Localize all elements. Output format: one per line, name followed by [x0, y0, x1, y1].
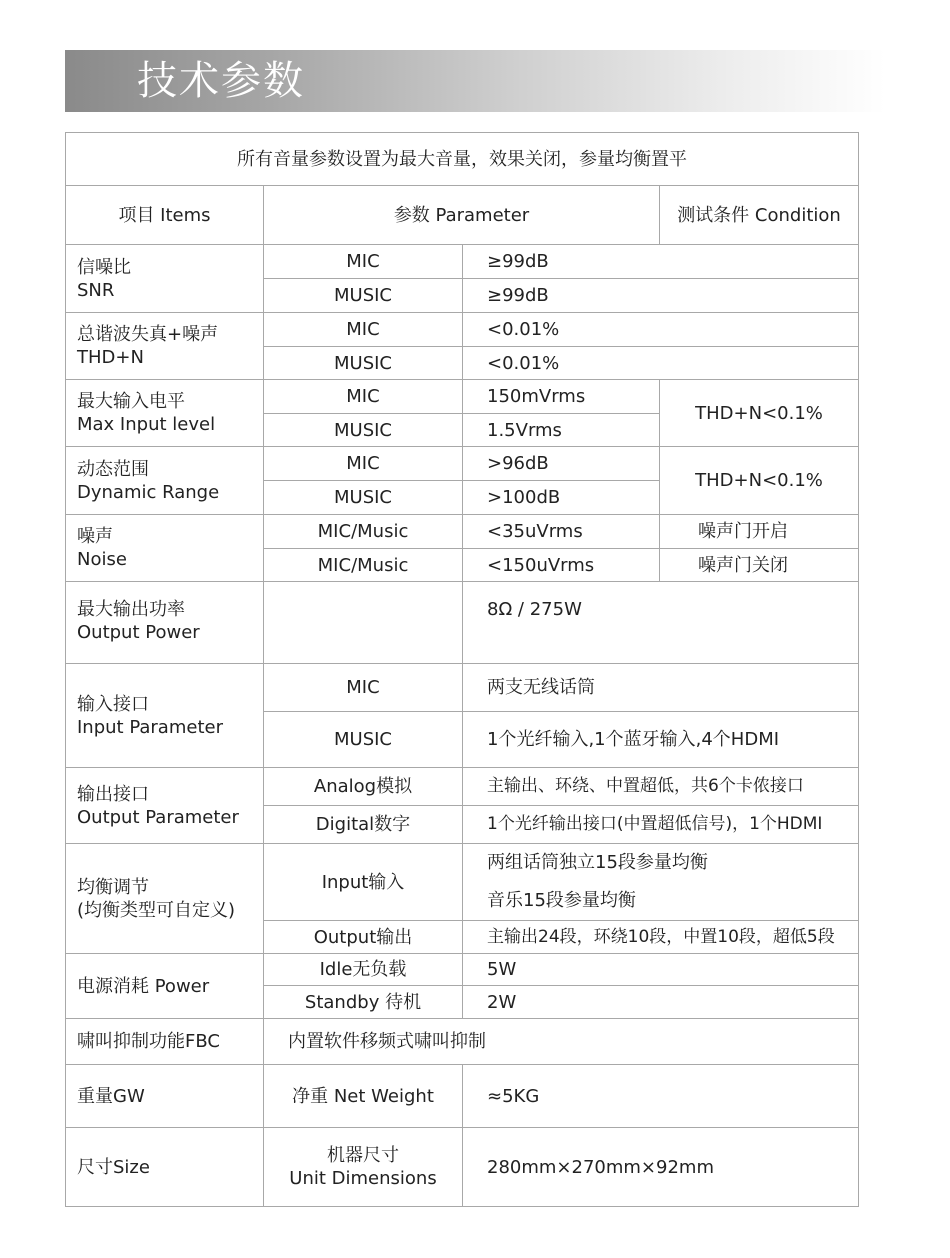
- source-cell: Idle无负载: [264, 954, 463, 986]
- item-label-en: Dynamic Range: [77, 481, 220, 503]
- item-label-cn: 输出接口: [77, 783, 149, 805]
- value-cell: 5W: [463, 954, 859, 986]
- value-cell: <0.01%: [463, 347, 859, 380]
- section-title: 技术参数: [137, 58, 305, 104]
- source-cell: MUSIC: [264, 347, 463, 380]
- value-cell: 主输出24段，环绕10段，中置10段，超低5段: [463, 921, 859, 954]
- table-row-output-power: [66, 582, 859, 664]
- item-dynamic-range: [66, 447, 264, 515]
- item-weight: 重量GW: [66, 1065, 264, 1128]
- item-label-cn: 信噪比: [77, 256, 131, 278]
- value-cell: 主输出、环绕、中置超低，共6个卡侬接口: [463, 768, 859, 806]
- source-cell: MUSIC: [264, 279, 463, 313]
- item-label-en: THD+N: [77, 347, 144, 368]
- table-row-max-input-mic: [66, 380, 859, 414]
- source-cell: MIC/Music: [264, 515, 463, 549]
- table-row-weight: [66, 1065, 859, 1128]
- section-header-bar: [65, 50, 885, 112]
- value-cell: 1.5Vrms: [463, 414, 660, 447]
- table-row-snr-mic: [66, 245, 859, 279]
- source-cell: [264, 1128, 463, 1207]
- source-label-en: Unit Dimensions: [289, 1168, 437, 1189]
- source-cell: MIC: [264, 380, 463, 414]
- item-label-cn: 噪声: [77, 526, 113, 547]
- item-output-power: [66, 582, 264, 664]
- table-row-thdn-mic: [66, 313, 859, 347]
- value-cell: [463, 844, 859, 921]
- item-eq: [66, 844, 264, 954]
- condition-cell: THD+N<0.1%: [660, 380, 859, 447]
- source-cell: MIC: [264, 664, 463, 712]
- item-fbc: 啸叫抑制功能FBC: [66, 1019, 264, 1065]
- table-row-fbc: [66, 1019, 859, 1065]
- item-label-en: Max Input level: [77, 414, 216, 435]
- column-header-condition: 测试条件 Condition: [660, 186, 859, 245]
- condition-cell: 噪声门关闭: [660, 549, 859, 582]
- value-cell: 1个光纤输入,1个蓝牙输入,4个HDMI: [463, 712, 859, 768]
- item-label-cn: 总谐波失真+噪声: [77, 324, 219, 345]
- item-label-en: Noise: [77, 549, 127, 570]
- header-row: [66, 186, 859, 245]
- table-row-input-mic: [66, 664, 859, 712]
- source-label-cn: 机器尺寸: [327, 1145, 399, 1166]
- value-cell: 150mVrms: [463, 380, 660, 414]
- table-row-output-analog: [66, 768, 859, 806]
- item-label-cn: 均衡调节: [77, 876, 149, 898]
- eq-input-line: 两组话筒独立15段参量均衡: [487, 852, 708, 873]
- empty-source-cell: [264, 582, 463, 664]
- column-header-items: 项目 Items: [66, 186, 264, 245]
- column-header-parameter: 参数 Parameter: [264, 186, 660, 245]
- source-cell: MIC: [264, 447, 463, 481]
- item-label-cn: 动态范围: [77, 458, 149, 480]
- value-cell: >96dB: [463, 447, 660, 481]
- source-cell: Digital数字: [264, 806, 463, 844]
- item-thdn: [66, 313, 264, 380]
- spec-table: [65, 132, 859, 1207]
- value-cell: 2W: [463, 986, 859, 1019]
- item-snr: [66, 245, 264, 313]
- table-row-power-idle: [66, 954, 859, 986]
- item-label-cn: 输入接口: [77, 693, 149, 715]
- item-power: 电源消耗 Power: [66, 954, 264, 1019]
- condition-cell: THD+N<0.1%: [660, 447, 859, 515]
- source-cell: MUSIC: [264, 712, 463, 768]
- source-cell: Standby 待机: [264, 986, 463, 1019]
- value-cell: ≥99dB: [463, 279, 859, 313]
- source-cell: 净重 Net Weight: [264, 1065, 463, 1128]
- item-label-cn: 最大输入电平: [77, 391, 185, 412]
- value-cell: <150uVrms: [463, 549, 660, 582]
- eq-input-line: 音乐15段参量均衡: [487, 890, 636, 911]
- value-cell: >100dB: [463, 481, 660, 515]
- value-cell: <0.01%: [463, 313, 859, 347]
- value-cell: 1个光纤输出接口(中置超低信号)，1个HDMI: [463, 806, 859, 844]
- condition-cell: 噪声门开启: [660, 515, 859, 549]
- value-cell: ≥99dB: [463, 245, 859, 279]
- source-cell: MIC: [264, 313, 463, 347]
- source-cell: MIC: [264, 245, 463, 279]
- source-cell: MIC/Music: [264, 549, 463, 582]
- value-cell: 280mm×270mm×92mm: [463, 1128, 859, 1207]
- table-row-size: [66, 1128, 859, 1207]
- value-cell: <35uVrms: [463, 515, 660, 549]
- value-cell: 内置软件移频式啸叫抑制: [264, 1019, 859, 1065]
- item-label-en: SNR: [77, 279, 115, 301]
- item-label-en: Input Parameter: [77, 716, 223, 738]
- value-cell: 两支无线话筒: [463, 664, 859, 712]
- item-label-en: Output Parameter: [77, 806, 239, 828]
- item-input-parameter: [66, 664, 264, 768]
- item-output-parameter: [66, 768, 264, 844]
- source-cell: Analog模拟: [264, 768, 463, 806]
- table-row-dynamic-range-mic: [66, 447, 859, 481]
- item-max-input: [66, 380, 264, 447]
- table-row-noise-gate-on: [66, 515, 859, 549]
- item-label-sub: (均衡类型可自定义): [77, 899, 236, 921]
- item-noise: [66, 515, 264, 582]
- item-label-cn: 最大输出功率: [77, 599, 185, 620]
- item-size: 尺寸Size: [66, 1128, 264, 1207]
- value-cell: 8Ω / 275W: [463, 582, 859, 664]
- item-label-en: Output Power: [77, 622, 200, 643]
- note-row: [66, 133, 859, 186]
- test-note: 所有音量参数设置为最大音量，效果关闭，参量均衡置平: [66, 133, 859, 186]
- source-cell: Output输出: [264, 921, 463, 954]
- source-cell: MUSIC: [264, 481, 463, 515]
- table-row-eq-input: [66, 844, 859, 921]
- value-cell: ≈5KG: [463, 1065, 859, 1128]
- source-cell: MUSIC: [264, 414, 463, 447]
- source-cell: Input输入: [264, 844, 463, 921]
